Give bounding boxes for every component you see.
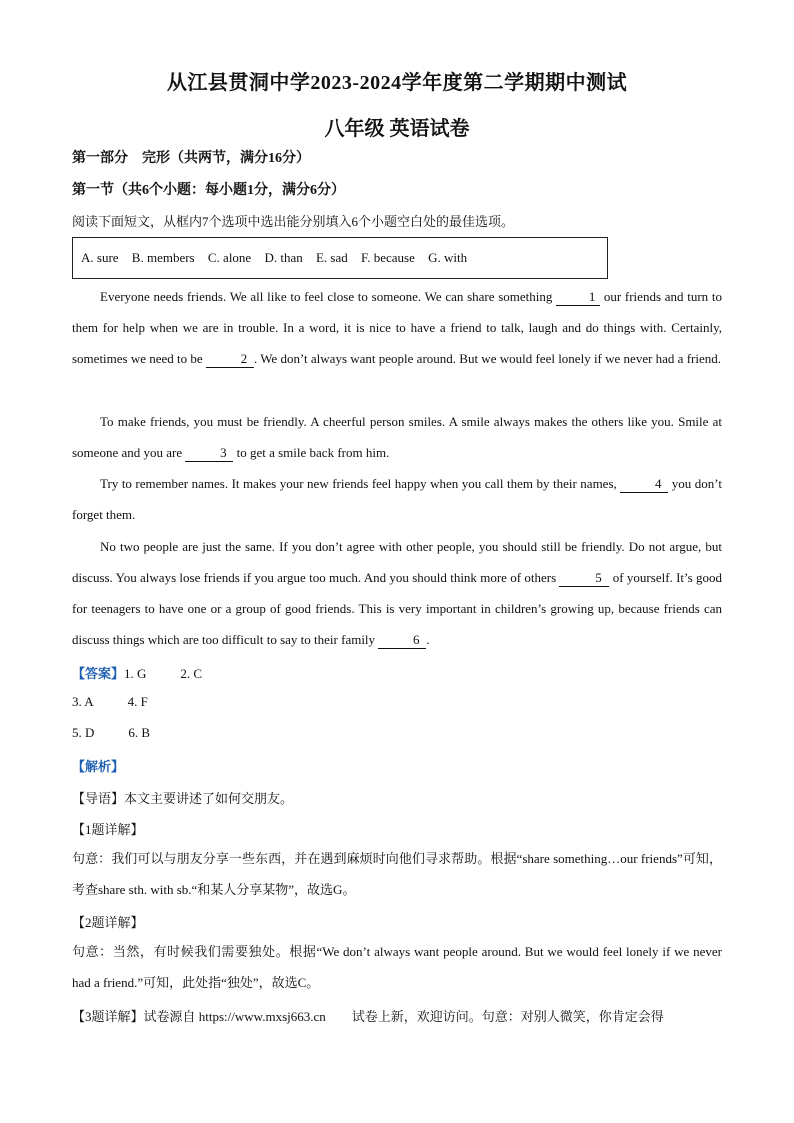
answer-3: 3. A bbox=[72, 694, 94, 709]
options-box bbox=[72, 237, 608, 279]
q2-explanation: 句意：当然，有时候我们需要独处。根据“We don’t always want people around. But we would feel lonely if we never had a friend.”可知，此处指“独处”，故选C。 bbox=[72, 944, 722, 990]
answer-5: 5. D bbox=[72, 725, 95, 740]
option-e: E. sad bbox=[315, 250, 348, 265]
option-a: A. sure bbox=[81, 250, 119, 265]
q3-line bbox=[72, 1006, 664, 1025]
answer-1: 1. G bbox=[124, 666, 147, 681]
blank-2: 2 bbox=[206, 351, 254, 368]
passage-paragraph-2: To make friends, you must be friendly. A cheerful person smiles. A smile always makes the others like you. Smile at someone and you are 3 to get a smile back from him. bbox=[72, 414, 722, 460]
blank-5: 5 bbox=[559, 570, 609, 587]
answer-row-1 bbox=[72, 663, 202, 682]
q3-explanation: 试卷源自 https://www.mxsj663.cn 试卷上新，欢迎访问。句意：对别人微笑，你肯定会得 bbox=[143, 1009, 664, 1024]
option-c: C. alone bbox=[207, 250, 252, 265]
exam-title: 从江县贯洞中学2023-2024学年度第二学期期中测试 bbox=[166, 72, 628, 94]
q1-explanation: 句意：我们可以与朋友分享一些东西，并在遇到麻烦时向他们寻求帮助。根据“share something…our friends”可知，考查share sth. with sb.“和某人分享某物”，故选G。 bbox=[72, 851, 722, 897]
option-g: G. with bbox=[428, 250, 468, 265]
guide-label: 【导语】 bbox=[72, 791, 125, 806]
option-f: F. because bbox=[361, 250, 415, 265]
instruction-text: 阅读下面短文，从框内7个选项中选出能分别填入6个小题空白处的最佳选项。 bbox=[72, 214, 515, 229]
options-row bbox=[81, 250, 477, 266]
guide-line bbox=[72, 788, 293, 807]
blank-6: 6 bbox=[378, 632, 426, 649]
analysis-label: 【解析】 bbox=[72, 759, 125, 774]
option-d: D. than bbox=[264, 250, 303, 265]
q2-label: 【2题详解】 bbox=[72, 915, 144, 930]
answer-row-3 bbox=[72, 725, 150, 741]
answer-row-2 bbox=[72, 694, 148, 710]
q1-label: 【1题详解】 bbox=[72, 822, 144, 837]
answer-2: 2. C bbox=[180, 666, 203, 681]
blank-1: 1 bbox=[556, 289, 600, 306]
blank-3: 3 bbox=[185, 445, 233, 462]
answer-label: 【答案】 bbox=[72, 666, 125, 681]
passage-paragraph-4: No two people are just the same. If you don’t agree with other people, you should still be friendly. Do not argue, but discuss. You always lose friends if you argue too much. And you should think more of others 5 of yourself. It’s good for teenagers to have one or a group of good friends. This is very important in children’s growing up, because friends can discuss things which are too difficult to say to their family 6 . bbox=[72, 539, 723, 647]
passage-paragraph-3: Try to remember names. It makes your new friends feel happy when you call them by their names, 4 you don’t forget them. bbox=[72, 476, 722, 522]
exam-subtitle: 八年级 英语试卷 bbox=[324, 118, 470, 140]
section-heading: 第一节（共6个小题：每小题1分，满分6分） bbox=[72, 183, 345, 198]
blank-4: 4 bbox=[620, 476, 668, 493]
passage-paragraph-1: Everyone needs friends. We all like to feel close to someone. We can share something 1 our friends and turn to them for help when we are in trouble. In a word, it is nice to have a friend to talk, laugh and do things with. Certainly, sometimes we need to be 2 . We don’t always want people around. But we would feel lonely if we never had a friend. bbox=[72, 289, 722, 366]
q3-label: 【3题详解】 bbox=[72, 1009, 144, 1024]
part-heading: 第一部分 完形（共两节，满分16分） bbox=[72, 151, 310, 166]
option-b: B. members bbox=[131, 250, 195, 265]
answer-6: 6. B bbox=[128, 725, 151, 740]
answer-4: 4. F bbox=[127, 694, 148, 709]
guide-text: 本文主要讲述了如何交朋友。 bbox=[124, 791, 294, 806]
